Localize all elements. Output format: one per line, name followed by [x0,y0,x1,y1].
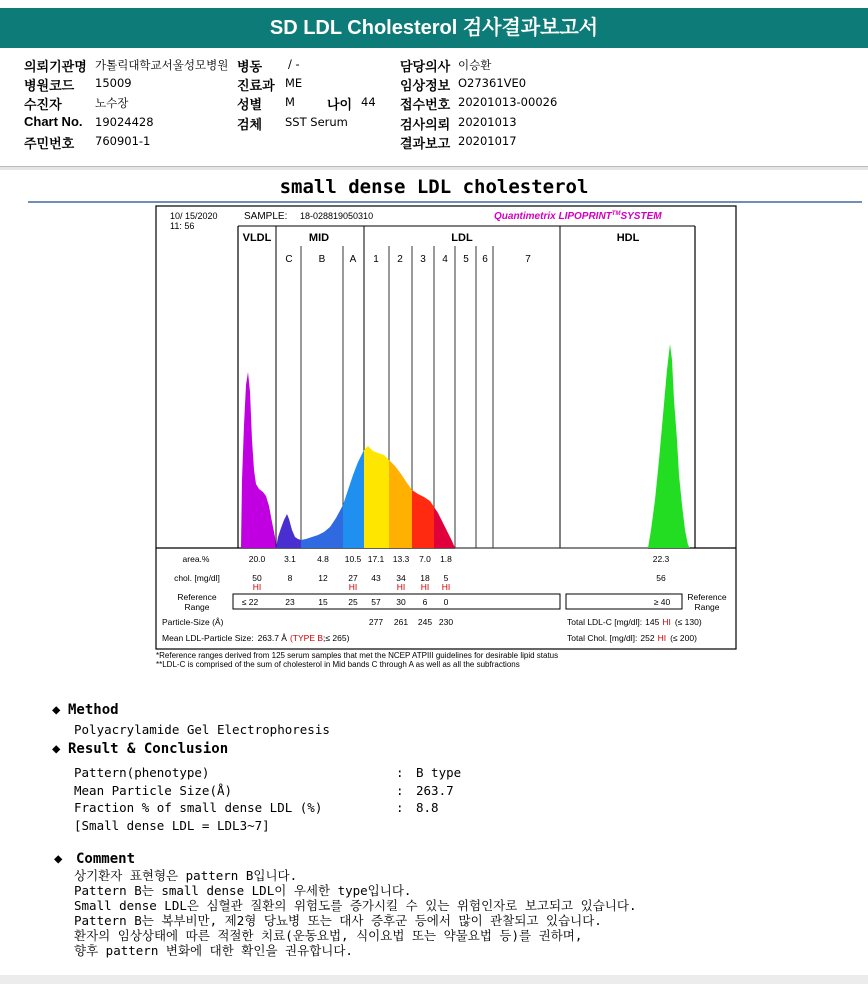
id-no-value: 760901-1 [95,134,151,148]
hospital-code-value: 15009 [95,76,132,90]
id-no-label: 주민번호 [24,136,75,151]
sample-value: 18-028819050310 [300,211,374,221]
region-label-hdl: HDL [616,232,640,244]
brand-name: Quantimetrix LIPOPRINT™SYSTEM [494,211,662,222]
hdl-ref-value: ≥ 40 [653,597,671,607]
footnote-2: **LDL-C is comprised of the sum of cholesterol in Mid bands C through A as well as all the subfractions [156,660,520,669]
chol-value: 43 [371,573,381,583]
row-label-ref-1: Reference [177,592,217,602]
department-value: ME [285,76,303,90]
size-value: 263.7 [416,783,454,798]
chol-value: 27 [348,573,358,583]
doctor-value: 이승환 [458,58,492,72]
ward-label: 병동 [237,59,263,74]
hi-flag: HI [348,582,358,592]
row-label-area: area.% [182,554,210,564]
chart-title: small dense LDL cholesterol [279,176,589,198]
chol-value: 12 [318,573,328,583]
comment-heading-text: Comment [76,851,136,867]
area-value: 10.5 [344,554,362,564]
region-label-ldl: LDL [451,232,473,244]
clinical-info-label: 임상정보 [400,78,451,93]
comment-line-1: 상기환자 표현형은 pattern B입니다. [74,868,298,883]
particle-size-value: 277 [368,617,384,627]
method-heading [52,702,119,718]
comment-line-3: Small dense LDL은 심혈관 질환의 위험도를 증가시킬 수 있는 위험인자로 보고되고 있습니다. [74,898,637,913]
comment-line-6: 향후 pattern 변화에 대한 확인을 권유합니다. [74,943,353,958]
method-text: Polyacrylamide Gel Electrophoresis [74,722,330,737]
pattern-colon: : [396,765,404,780]
hi-flag: HI [420,582,430,592]
report-title: SD LDL Cholesterol 검사결과보고서 [0,8,868,48]
chol-value: 8 [287,573,293,583]
specimen-label: 검체 [237,117,263,132]
area-value: 7.0 [419,554,431,564]
area-value: 1.8 [440,554,452,564]
hi-flag: HI [396,582,406,592]
sample-label: SAMPLE: [244,211,288,222]
sex-value: M [285,95,295,109]
region-label-mid: MID [308,232,330,244]
band-label-1: 1 [373,254,379,265]
total-chol-line: Total Chol. [mg/dl]: 252 HI (≤ 200) [567,633,697,643]
footnote-1: *Reference ranges derived from 125 serum samples that met the NCEP ATPIII guidelines for desirable lipid status [156,651,559,660]
doctor-label: 담당의사 [400,59,451,74]
result-heading [52,741,228,757]
fraction-value: 8.8 [416,800,439,815]
area-value: 20.0 [248,554,266,564]
chol-value: 5 [443,573,449,583]
right-ref-1: Reference [687,592,727,602]
institution-label: 의뢰기관명 [24,59,87,74]
method-heading-text: Method [68,702,119,718]
comment-line-2: Pattern B는 small dense LDL이 우세한 type입니다. [74,883,412,898]
band-label-a: A [349,254,357,265]
age-value: 44 [361,95,376,109]
particle-size-value: 261 [393,617,409,627]
band-label-3: 3 [420,254,426,265]
peak-ldl-1 [364,446,389,548]
area-value: 22.3 [652,554,670,564]
pattern-label: Pattern(phenotype) [74,765,210,780]
fraction-colon: : [396,800,404,815]
band-label-4: 4 [442,254,448,265]
total-ldl-line: Total LDL-C [mg/dl]: 145 HI (≤ 130) [567,617,702,627]
ref-range-value: 0 [443,597,449,607]
band-label-2: 2 [397,254,403,265]
ref-range-value: 25 [348,597,358,607]
hospital-code-label: 병원코드 [24,78,75,93]
hi-flag: HI [441,582,451,592]
chol-value: 50 [252,573,262,583]
particle-size-value: 245 [417,617,433,627]
diamond-bullet-icon: ◆ [54,851,63,867]
comment-line-4: Pattern B는 복부비만, 제2형 당뇨병 또는 대사 증후군 등에서 많이 관찰되고 있습니다. [74,913,602,928]
ref-range-value: 30 [396,597,406,607]
sd-ldl-note: [Small dense LDL = LDL3~7] [74,818,270,833]
band-label-5: 5 [463,254,469,265]
right-ref-2: Range [694,602,720,612]
receipt-no-value: 20201013-00026 [458,95,558,109]
pattern-value: B type [416,765,462,780]
chol-value: 34 [396,573,406,583]
chart-date: 10/ 15/2020 [170,211,218,221]
hi-flag: HI [252,582,262,592]
particle-size-value: 230 [438,617,454,627]
ref-range-value: 23 [285,597,295,607]
sex-label: 성별 [237,97,263,112]
area-value: 3.1 [284,554,296,564]
band-label-7: 7 [525,254,531,265]
band-label-b: B [318,254,326,265]
area-value: 13.3 [392,554,410,564]
band-label-6: 6 [482,254,488,265]
mean-ldl-line: Mean LDL-Particle Size: 263.7 Å (TYPE B;≤ 265) [162,633,350,643]
patient-label: 수진자 [24,97,62,112]
result-heading-text: Result & Conclusion [68,741,229,757]
size-label: Mean Particle Size(Å) [74,783,233,798]
region-label-vldl: VLDL [242,232,272,244]
receipt-no-label: 접수번호 [400,97,451,112]
chol-value: 18 [420,573,430,583]
ward-value: / - [288,57,300,71]
report-date-label: 결과보고 [400,136,451,151]
row-label-ref-2: Range [184,602,210,612]
chart-no-value: 19024428 [95,115,154,129]
row-label-chol: chol. [mg/dl] [174,573,220,583]
chol-value: 56 [656,573,666,583]
ref-range-value: 15 [318,597,328,607]
chart-time: 11: 56 [170,221,195,231]
ref-range-value: 57 [371,597,381,607]
clinical-info-value: O27361VE0 [458,76,527,90]
ref-range-value: 6 [422,597,428,607]
particle-size-label: Particle-Size (Å) [162,617,224,627]
area-value: 17.1 [367,554,385,564]
report-date-value: 20201017 [458,134,517,148]
institution-value: 가톨릭대학교서울성모병원 [95,58,229,72]
request-date-value: 20201013 [458,115,517,129]
specimen-value: SST Serum [285,115,348,129]
comment-line-5: 환자의 임상상태에 따른 적절한 치료(운동요법, 식이요법 또는 약물요법 등)를 권하며, [74,928,583,943]
fraction-label: Fraction % of small dense LDL (%) [74,800,323,815]
patient-value: 노수장 [95,96,129,110]
department-label: 진료과 [237,78,275,93]
chart-no-label: Chart No. [24,114,83,129]
comment-heading [54,851,135,867]
age-label: 나이 [327,97,353,112]
diamond-bullet-icon: ◆ [52,741,61,757]
area-value: 4.8 [317,554,329,564]
size-colon: : [396,783,404,798]
ref-range-value: ≤ 22 [241,597,259,607]
diamond-bullet-icon: ◆ [52,702,61,718]
band-label-c: C [285,254,293,265]
request-date-label: 검사의뢰 [400,117,451,132]
